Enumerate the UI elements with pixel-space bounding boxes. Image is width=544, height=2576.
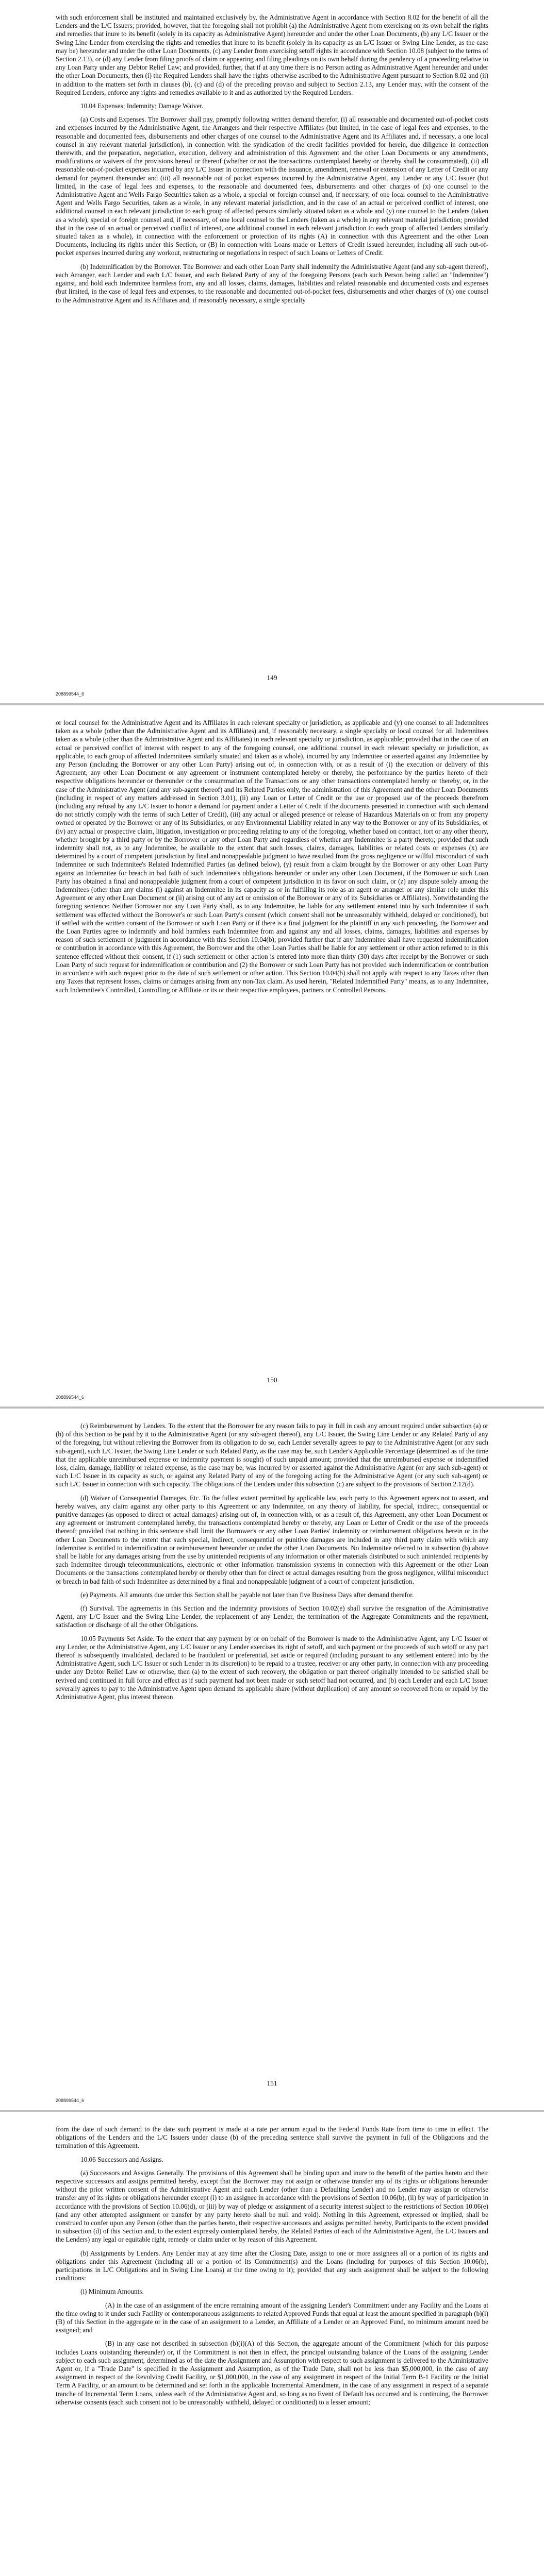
page-body (56, 2125, 488, 2412)
paragraph-intro: with such enforcement shall be instituted and maintained exclusively by, the Administrative Agent in accordance with Section 8.02 for the benefit of all the Lenders and the L/C Issuers; provided, however, that the foregoing shall not prohibit (a) the Administrative Agent from exercising on its own behalf the rights and remedies that inure to its benefit (solely in its capacity as Administrative Agent) hereunder and under the other Loan Documents, (b) any L/C Issuer or the Swing Line Lender from exercising the rights and remedies that inure to its benefit (solely in its capacity as an L/C Issuer or Swing Line Lender, as the case may be) hereunder and under the other Loan Documents, (c) any Lender from exercising setoff rights in accordance with Section 10.08 (subject to the terms of Section 2.13), or (d) any Lender from filing proofs of claim or appearing and filing pleadings on its own behalf during the pendency of a proceeding relative to any Loan Party under any Debtor Relief Law; and provided, further, that if at any time there is no Person acting as Administrative Agent hereunder and under the other Loan Documents, then (i) the Required Lenders shall have the rights otherwise ascribed to the Administrative Agent pursuant to Section 8.02 and (ii) in addition to the matters set forth in clauses (b), (c) and (d) of the preceding proviso and subject to Section 2.13, any Lender may, with the consent of the Required Lenders, enforce any rights and remedies available to it and as authorized by the Required Lenders. (56, 13, 488, 96)
document-footer-id: 208899544_6 (56, 2098, 85, 2103)
page-number: 151 (267, 2079, 277, 2087)
page-body (56, 719, 488, 999)
page-body (56, 13, 488, 310)
document-footer-id: 208899544_6 (56, 691, 85, 697)
paragraph-minimum-amounts-a: (A) in the case of an assignment of the entire remaining amount of the assigning Lender's Commitment under any Facility and the Loans at the time owing to it under such Facility or contemporaneous assignments to related Approved Funds that equal at least the amount specified in paragraph (b)(i)(B) of this Section in the aggregate or in the case of an assignment to a Lender, an Affiliate of a Lender or an Approved Fund, no minimum amount need be assigned; and (56, 2301, 488, 2334)
paragraph-assignments-by-lenders: (b) Assignments by Lenders. Any Lender may at any time after the Closing Date, assign to one or more assignees all or a portion of its rights and obligations under this Agreement (including all or a portion of its Commitment(s) and the Loans (including for purposes of this Section 10.06(b), participations in L/C Obligations and in Swing Line Loans) at the time owing to it); provided that any such assignment shall be subject to the following conditions: (56, 2249, 488, 2282)
paragraph-minimum-amounts-b: (B) in any case not described in subsection (b)(i)(A) of this Section, the aggregate amount of the Commitment (which for this purpose includes Loans outstanding thereunder) or, if the Commitment is not then in effect, the principal outstanding balance of the Loans of the assigning Lender subject to each such assignment, determined as of the date the Assignment and Assumption with respect to such assignment is delivered to the Administrative Agent or, if a "Trade Date" is specified in the Assignment and Assumption, as of the Trade Date, shall not be less than $5,000,000, in the case of any assignment in respect of the Revolving Credit Facility, or $1,000,000, in the case of any assignment in respect of the Initial Term B-1 Facility or the Initial Term A Facility, or an amount to be determined and set forth in the applicable Incremental Amendment, in the case of any assignment in respect of a separate tranche of Incremental Term Loans, unless each of the Administrative Agent and, so long as no Event of Default has occurred and is continuing, the Borrower otherwise consents (each such consent not to be unreasonably withheld, delayed or conditioned) to a lesser amount; (56, 2340, 488, 2406)
paragraph-waiver-consequential-damages: (d) Waiver of Consequential Damages, Etc. To the fullest extent permitted by applicable law, each party to this Agreement agrees not to assert, and hereby waives, any claim against any other party to this Agreement or any Indemnitee, on any theory of liability, for special, indirect, consequential or punitive damages (as opposed to direct or actual damages) arising out of, in connection with, or as a result of, this Agreement, any other Loan Document or any agreement or instrument contemplated hereby, the transactions contemplated hereby or thereby, any Loan or Letter of Credit or the use of the proceeds thereof; provided that nothing in this sentence shall limit the Borrower's or any other Loan Parties' indemnity or reimbursement obligations herein or in the other Loan Documents to the extent that such special, indirect, consequential or punitive damages are included in any third party claim with which any Indemnitee is entitled to indemnification or reimbursement hereunder or under the other Loan Documents. No Indemnitee referred to in subsection (b) above shall be liable for any damages arising from the use by unintended recipients of any information or other materials distributed to such unintended recipients by such Indemnitee through telecommunications, electronic or other information transmission systems in connection with this Agreement or the other Loan Documents or the transactions contemplated hereby or thereby other than for direct or actual damages resulting from the gross negligence, willful misconduct or breach in bad faith of such Indemnitee as determined by a final and nonappealable judgment of a court of competent jurisdiction. (56, 1494, 488, 1585)
paragraph-costs-expenses: (a) Costs and Expenses. The Borrower shall pay, promptly following written demand therefor, (i) all reasonable and documented out-of-pocket costs and expenses incurred by the Administrative Agent, the Arrangers and their respective Affiliates (but limited, in the case of legal fees and expenses, to the reasonable and documented fees, disbursements and other charges of one counsel to the Administrative Agent and its Affiliates and, if necessary, a one local counsel in any relevant material jurisdiction), in connection with the syndication of the credit facilities provided for herein, due diligence in connection therewith, and the preparation, negotiation, execution, delivery and administration of this Agreement and the other Loan Documents or any amendments, modifications or waivers of the provisions hereof or thereof (whether or not the transactions contemplated hereby or thereby shall be consummated), (ii) all reasonable out-of-pocket expenses incurred by any L/C Issuer in connection with the issuance, amendment, renewal or extension of any Letter of Credit or any demand for payment thereunder and (iii) all reasonable out of pocket expenses incurred by the Administrative Agent, any Lender or any L/C Issuer (but limited, in the case of legal fees and expenses, to the reasonable and documented fees, disbursements and other charges of (x) one counsel to the Administrative Agent and Wells Fargo Securities taken as a whole, a special or foreign counsel and, if necessary, of one local counsel to the Administrative Agent and Wells Fargo Securities, taken as a whole, in any relevant material jurisdiction, and in the case of an actual or perceived conflict of interest, one additional counsel in each relevant jurisdiction to each group of affected persons similarly situated taken as a whole and (y) one counsel to the Lenders (taken as a whole), special or foreign counsel and, if necessary, of one local counsel to the Lenders (taken as a whole) in any relevant material jurisdiction; provided that in the case of an actual or perceived conflict of interest, one additional counsel in each relevant jurisdiction to each group of affected Lenders similarly situated taken as a whole), in connection with the enforcement or protection of its rights (A) in connection with this Agreement and the other Loan Documents, including its rights under this Section, or (B) in connection with Loans made or Letters of Credit issued hereunder, including all such out-of-pocket expenses incurred during any workout, restructuring or negotiations in respect of such Loans or Letters of Credit. (56, 115, 488, 257)
paragraph-survival: (f) Survival. The agreements in this Section and the indemnity provisions of Section 10.02(e) shall survive the resignation of the Administrative Agent, any L/C Issuer and the Swing Line Lender, the replacement of any Lender, the termination of the Aggregate Commitments and the repayment, satisfaction or discharge of all the other Obligations. (56, 1604, 488, 1629)
page-body (56, 1422, 488, 1706)
paragraph-set-aside-continued: from the date of such demand to the date such payment is made at a rate per annum equal to the Federal Funds Rate from time to time in effect. The obligations of the Lenders and the L/C Issuers under clause (b) of the preceding sentence shall survive the payment in full of the Obligations and the termination of this Agreement. (56, 2125, 488, 2150)
paragraph-payments-set-aside: 10.05 Payments Set Aside. To the extent that any payment by or on behalf of the Borrower is made to the Administrative Agent, any L/C Issuer or any Lender, or the Administrative Agent, any L/C Issuer or any Lender exercises its right of setoff, and such payment or the proceeds of such setoff or any part thereof is subsequently invalidated, declared to be fraudulent or preferential, set aside or required (including pursuant to any settlement entered into by the Administrative Agent, such L/C Issuer or such Lender in its discretion) to be repaid to a trustee, receiver or any other party, in connection with any proceeding under any Debtor Relief Law or otherwise, then (a) to the extent of such recovery, the obligation or part thereof originally intended to be satisfied shall be revived and continued in full force and effect as if such payment had not been made or such setoff had not occurred, and (b) each Lender and each L/C Issuer severally agrees to pay to the Administrative Agent upon demand its applicable share (without duplication) of any amount so recovered from or repaid by the Administrative Agent, plus interest thereon (56, 1634, 488, 1701)
page-number: 149 (267, 674, 277, 682)
page-152 (0, 2112, 544, 2576)
section-heading-10-04: 10.04 Expenses; Indemnity; Damage Waiver. (80, 102, 204, 110)
page-number: 150 (267, 1376, 277, 1384)
paragraph-minimum-amounts: (i) Minimum Amounts. (80, 2287, 144, 2296)
paragraph-payments: (e) Payments. All amounts due under this Section shall be payable not later than five Business Days after demand therefor. (80, 1590, 414, 1599)
page-150 (0, 705, 544, 1406)
document-footer-id: 208899544_6 (56, 1395, 85, 1400)
page-151 (0, 1409, 544, 2110)
paragraph-reimbursement-by-lenders: (c) Reimbursement by Lenders. To the extent that the Borrower for any reason fails to pay in full in cash any amount required under subsection (a) or (b) of this Section to be paid by it to the Administrative Agent (or any sub-agent thereof), any L/C Issuer, the Swing Line Lender or any Related Party of any of the foregoing, but without relieving the Borrower from its obligation to do so, each Lender severally agrees to pay to the Administrative Agent (or any such sub-agent), such L/C Issuer, the Swing Line Lender or such Related Party, as the case may be, such Lender's Applicable Percentage (determined as of the time that the applicable unreimbursed expense or indemnity payment is sought) of such unpaid amount; provided that the unreimbursed expense or indemnified loss, claim, damage, liability or related expense, as the case may be, was incurred by or asserted against the Administrative Agent (or any such sub-agent) or such L/C Issuer in its capacity as such, or against any Related Party of any of the foregoing acting for the Administrative Agent (or any such sub-agent) or such L/C Issuer in connection with such capacity. The obligations of the Lenders under this subsection (c) are subject to the provisions of Section 2.12(d). (56, 1422, 488, 1488)
paragraph-successors-assigns: (a) Successors and Assigns Generally. The provisions of this Agreement shall be binding upon and inure to the benefit of the parties hereto and their respective successors and assigns permitted hereby, except that the Borrower may not assign or otherwise transfer any of its rights or obligations hereunder without the prior written consent of the Administrative Agent and each Lender (other than a Defaulting Lender) and no Lender may assign or otherwise transfer any of its rights or obligations hereunder except (i) to an assignee in accordance with the provisions of Section 10.06(b), (ii) by way of participation in accordance with the provisions of Section 10.06(d), or (iii) by way of pledge or assignment of a security interest subject to the restrictions of Section 10.06(e) (and any other attempted assignment or transfer by any party hereto shall be null and void). Nothing in this Agreement, expressed or implied, shall be construed to confer upon any Person (other than the parties hereto, their respective successors and assigns permitted hereby, Participants to the extent provided in subsection (d) of this Section and, to the extent expressly contemplated hereby, the Related Parties of each of the Administrative Agent, the L/C Issuers and the Lenders) any legal or equitable right, remedy or claim under or by reason of this Agreement. (56, 2168, 488, 2244)
paragraph-indemnification: (b) Indemnification by the Borrower. The Borrower and each other Loan Party shall indemnify the Administrative Agent (and any sub-agent thereof), each Arranger, each Lender and each L/C Issuer, and each Related Party of any of the foregoing Persons (each such Person being called an "Indemnitee") against, and hold each Indemnitee harmless from, any and all losses, claims, damages, liabilities and related reasonable and documented costs and expenses (but limited, in the case of legal fees and expenses, to the reasonable and documented out-of-pocket fees, disbursements and other charges of (x) one counsel to the Administrative Agent and its Affiliates and, if reasonably necessary, a single specialty (56, 262, 488, 304)
paragraph-indemnification-continued: or local counsel for the Administrative Agent and its Affiliates in each relevant specialty or jurisdiction, as applicable and (y) one counsel to all Indemnitees taken as a whole (other than the Administrative Agent and its Affiliates) and, if reasonably necessary, a single specialty or local counsel for all Indemnitees taken as a whole (other than the Administrative Agent and its Affiliates) in each relevant specialty or jurisdiction, as applicable; provided that in the case of an actual or perceived conflict of interest with respect to any of the foregoing counsel, one additional counsel in each relevant specialty or jurisdiction, as applicable, to each group of affected Indemnitees similarly situated and taken as a whole), incurred by any Indemnitee or asserted against any Indemnitee by any Person (including the Borrower or any other Loan Party) arising out of, in connection with, or as a result of (i) the execution or delivery of this Agreement, any other Loan Document or any agreement or instrument contemplated hereby or thereby, the performance by the parties hereto of their respective obligations hereunder or thereunder or the consummation of the Transactions or any other transactions contemplated hereby or thereby, or, in the case of the Administrative Agent (and any sub-agent thereof) and its Related Parties only, the administration of this Agreement and the other Loan Documents (including in respect of any matters addressed in Section 3.01), (ii) any Loan or Letter of Credit or the use or proposed use of the proceeds therefrom (including any refusal by any L/C Issuer to honor a demand for payment under a Letter of Credit if the documents presented in connection with such demand do not strictly comply with the terms of such Letter of Credit), (iii) any actual or alleged presence or release of Hazardous Materials on or from any property owned or operated by the Borrower or any of its Subsidiaries, or any Environmental Liability related in any way to the Borrower or any of its Subsidiaries, or (iv) any actual or prospective claim, litigation, investigation or proceeding relating to any of the foregoing, whether based on contract, tort or any other theory, whether brought by a third party or by the Borrower or any other Loan Party and regardless of whether any Indemnitee is a party thereto; provided that such indemnity shall not, as to any Indemnitee, be available to the extent that such losses, claims, damages, liabilities or related costs or expenses (x) are determined by a court of competent jurisdiction by final and nonappealable judgment to have resulted from the gross negligence or willful misconduct of such Indemnitee or such Indemnitee's Related Indemnified Parties (as defined below), (y) result from a claim brought by the Borrower or any other Loan Party against an Indemnitee for breach in bad faith of such Indemnitee's obligations hereunder or under any other Loan Document, if the Borrower or such Loan Party has obtained a final and nonappealable judgment from a court of competent jurisdiction in its favor on such claim, or (z) any dispute solely among the Indemnitees (other than any claims (i) against an Indemnitee in its capacity as or in fulfilling its role as an agent or arranger or any similar role under this Agreement or any other Loan Document or (ii) arising out of any act or omission of the Borrower or any of its Subsidiaries or Affiliates). Notwithstanding the foregoing sentence: Neither Borrower nor any Loan Party shall, as to any Indemnitee, be liable for any settlement entered into by such Indemnitee if such settlement was effected without the Borrower's or such Loan Party's consent (which consent shall not be unreasonably withheld, delayed or conditioned), but if settled with the written consent of the Borrower or such Loan Party or if there is a final judgment for the plaintiff in any such proceeding, the Borrower and the Loan Parties agree to indemnify and hold harmless each Indemnitee from and against any and all losses, claims, damages, liabilities and expenses by reason of such settlement or judgment in accordance with this Section 10.04(b); provided further that if any Indemnitee shall have requested indemnification or contribution in accordance with this Agreement, the Borrower and the other Loan Parties shall be liable for any settlement or other action referred to in this sentence effected without their consent, if (1) such settlement or other action is entered into more than thirty (30) days after receipt by the Borrower or such Loan Party of such request for indemnification or contribution and (2) the Borrower or such Loan Party has not provided such indemnification or contribution in accordance with such request prior to the date of such settlement or other action. This Section 10.04(b) shall not apply with respect to any Taxes other than any Taxes that represent losses, claims or damages arising from any non-Tax claim. As used herein, "Related Indemnified Party" means, as to any Indemnitee, such Indemnitee's Controlled, Controlling or Affiliate or its or their respective employees, partners or Controlled Persons. (56, 719, 488, 994)
page-149 (0, 0, 544, 703)
section-heading-10-06: 10.06 Successors and Assigns. (80, 2155, 163, 2163)
